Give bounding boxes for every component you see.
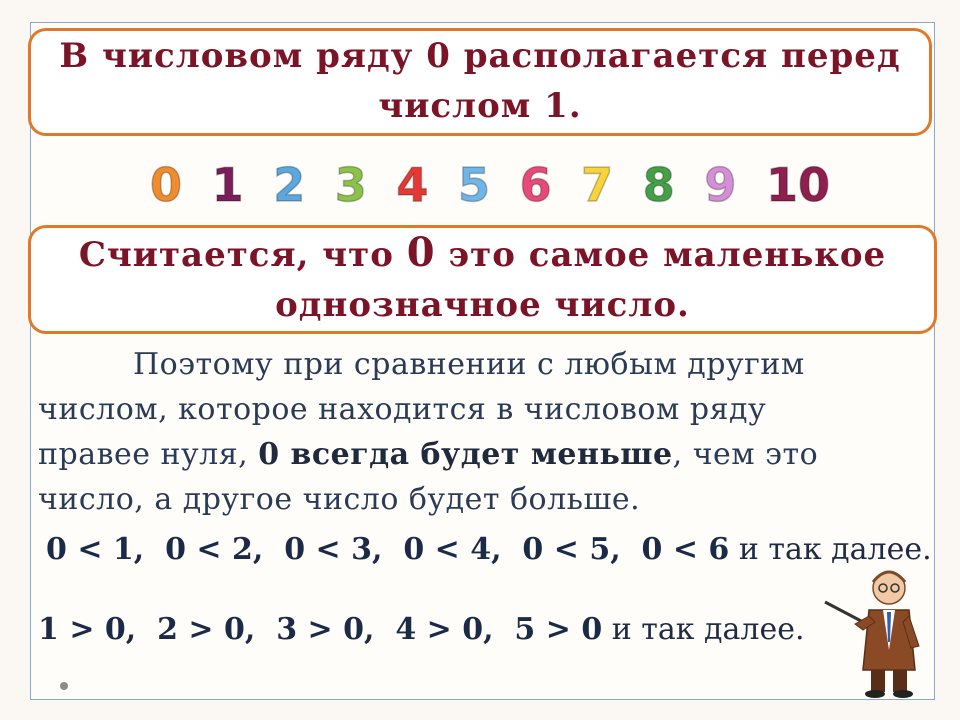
- greater-than-examples: 1 > 0, 2 > 0, 3 > 0, 4 > 0, 5 > 0: [38, 612, 603, 647]
- statement-box-1: [28, 28, 932, 136]
- paragraph-line-3-start: правее нуля,: [38, 437, 249, 472]
- statement-2-suffix: это самое маленькое: [448, 235, 887, 275]
- statement-2-line-1: [31, 228, 934, 280]
- statement-box-2: [28, 225, 937, 334]
- number-digit: 3: [334, 158, 367, 212]
- statement-2-line-2: однозначное число.: [275, 285, 690, 325]
- explanation-paragraph: [38, 342, 922, 522]
- paragraph-line-4: число, а другое число будет больше.: [38, 482, 641, 517]
- paragraph-line-2: числом, которое находится в числовом ряду: [38, 392, 767, 427]
- number-digit: 10: [765, 158, 830, 212]
- statement-1-line-1: В числовом ряду 0 располагается перед: [59, 36, 901, 76]
- statement-2-prefix: Считается, что: [78, 235, 394, 275]
- emphasis-text: 0 всегда будет меньше: [258, 437, 673, 472]
- less-than-examples: 0 < 1, 0 < 2, 0 < 3, 0 < 4, 0 < 5, 0 < 6: [46, 532, 730, 567]
- statement-1-line-2: числом 1.: [378, 86, 582, 126]
- number-digit: 1: [211, 158, 244, 212]
- comparison-row-greater: [38, 612, 805, 647]
- etc-text-1: и так далее.: [738, 532, 932, 567]
- number-digit: 0: [150, 158, 183, 212]
- number-digit: 5: [457, 158, 490, 212]
- number-digit: 8: [642, 158, 675, 212]
- number-digit: 6: [519, 158, 552, 212]
- number-digit: 2: [273, 158, 306, 212]
- slide-bullet-dot: [60, 682, 68, 690]
- number-digit: 7: [581, 158, 614, 212]
- paragraph-line-1: Поэтому при сравнении с любым другим: [133, 347, 805, 382]
- etc-text-2: и так далее.: [611, 612, 805, 647]
- comparison-row-less: [46, 532, 932, 567]
- number-row: [150, 152, 830, 218]
- highlight-zero: 0: [406, 229, 436, 276]
- paragraph-line-3: [38, 432, 922, 477]
- paragraph-line-3-end: , чем это: [672, 437, 819, 472]
- number-digit: 9: [704, 158, 737, 212]
- number-digit: 4: [396, 158, 429, 212]
- teacher-illustration: [823, 560, 933, 700]
